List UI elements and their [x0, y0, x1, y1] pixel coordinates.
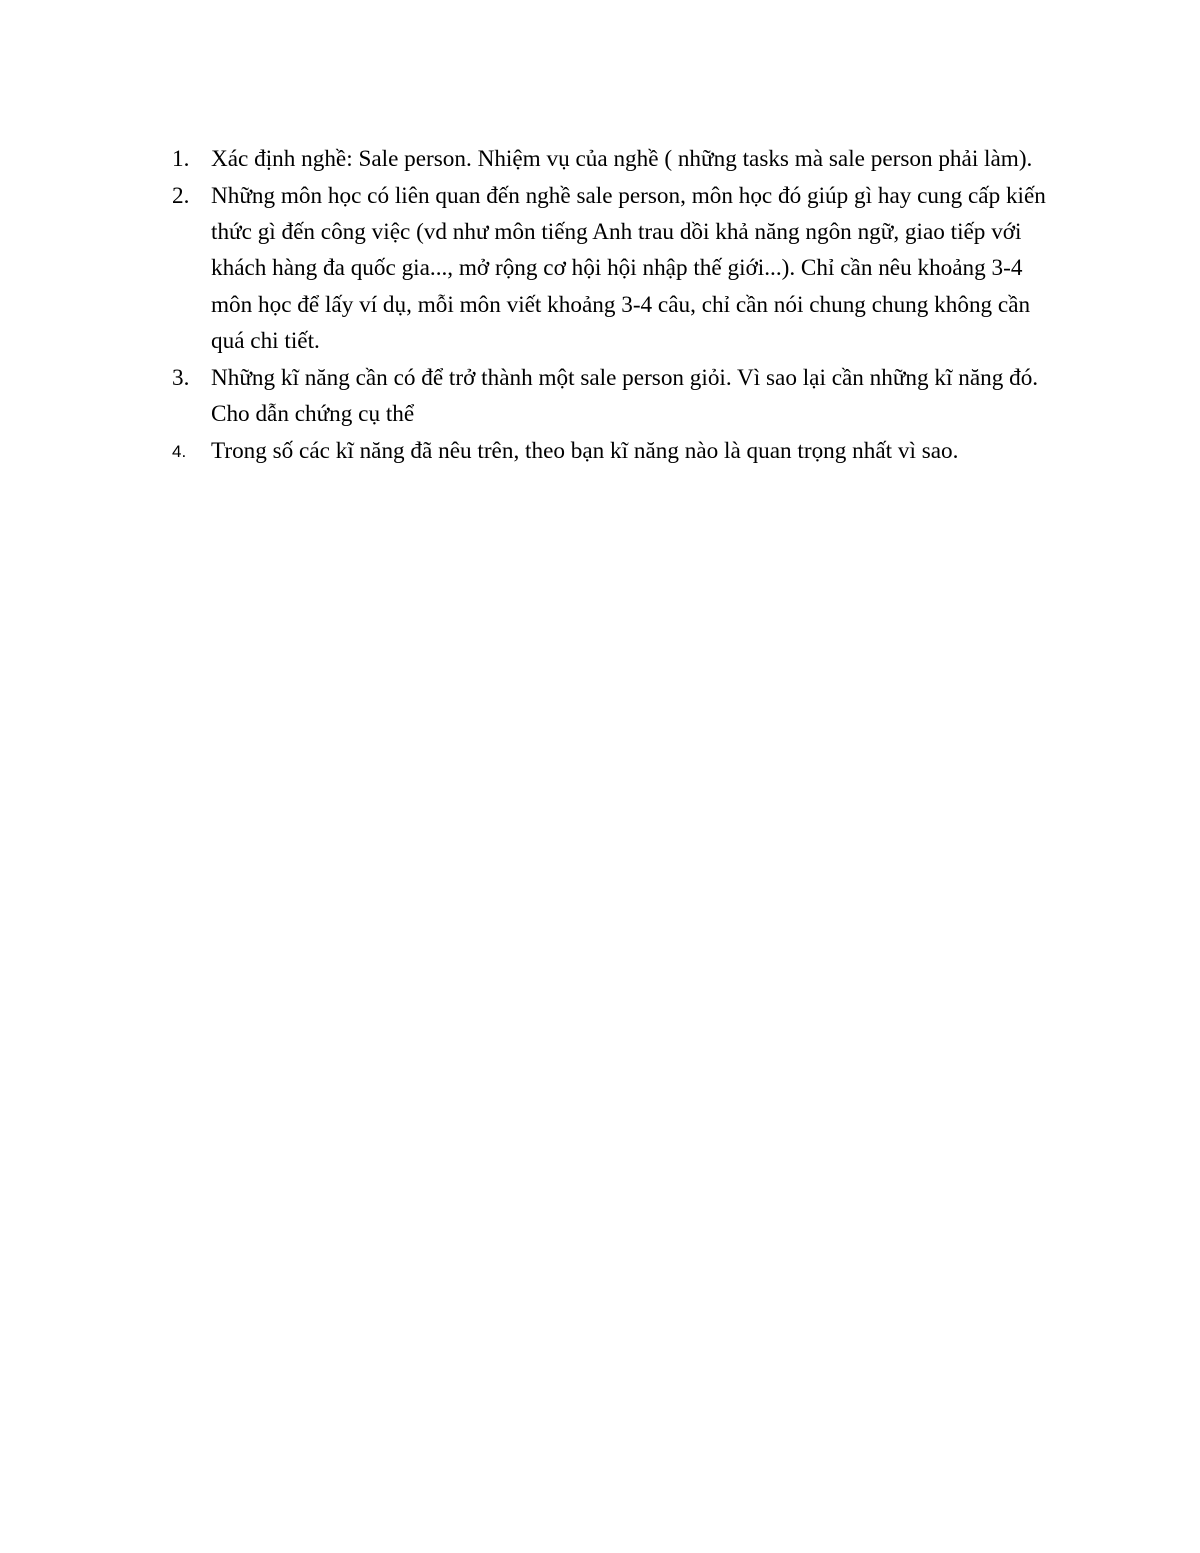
list-item-number: 1. [172, 146, 190, 172]
list-item-number: 3. [172, 364, 190, 391]
list-item [172, 433, 1062, 469]
list-item [172, 141, 1062, 177]
list-item [172, 360, 1062, 433]
list-item-number: 2. [172, 182, 190, 209]
list-item-text: Xác định nghề: Sale person. Nhiệm vụ của nghề ( những tasks mà sale person phải làm). [211, 146, 1033, 172]
list-item-text: Những môn học có liên quan đến nghề sale person, môn học đó giúp gì hay cung cấp kiến thức gì đến công việc (vd như môn tiếng Anh trau dồi khả năng ngôn ngữ, giao tiếp với khách hàng đa quốc gia..., mở rộng cơ hội hội nhập thế giới...). Chỉ cần nêu khoảng 3-4 môn học để lấy ví dụ, mỗi môn viết khoảng 3-4 câu, chỉ cần nói chung chung không cần quá chi tiết. [211, 182, 1046, 354]
numbered-list [172, 141, 1062, 470]
list-item [172, 178, 1062, 359]
list-item-text: Trong số các kĩ năng đã nêu trên, theo bạn kĩ năng nào là quan trọng nhất vì sao. [211, 437, 959, 464]
list-item-text: Những kĩ năng cần có để trở thành một sale person giỏi. Vì sao lại cần những kĩ năng đó. Cho dẫn chứng cụ thể [211, 364, 1039, 428]
list-item-number: 4. [172, 441, 187, 461]
